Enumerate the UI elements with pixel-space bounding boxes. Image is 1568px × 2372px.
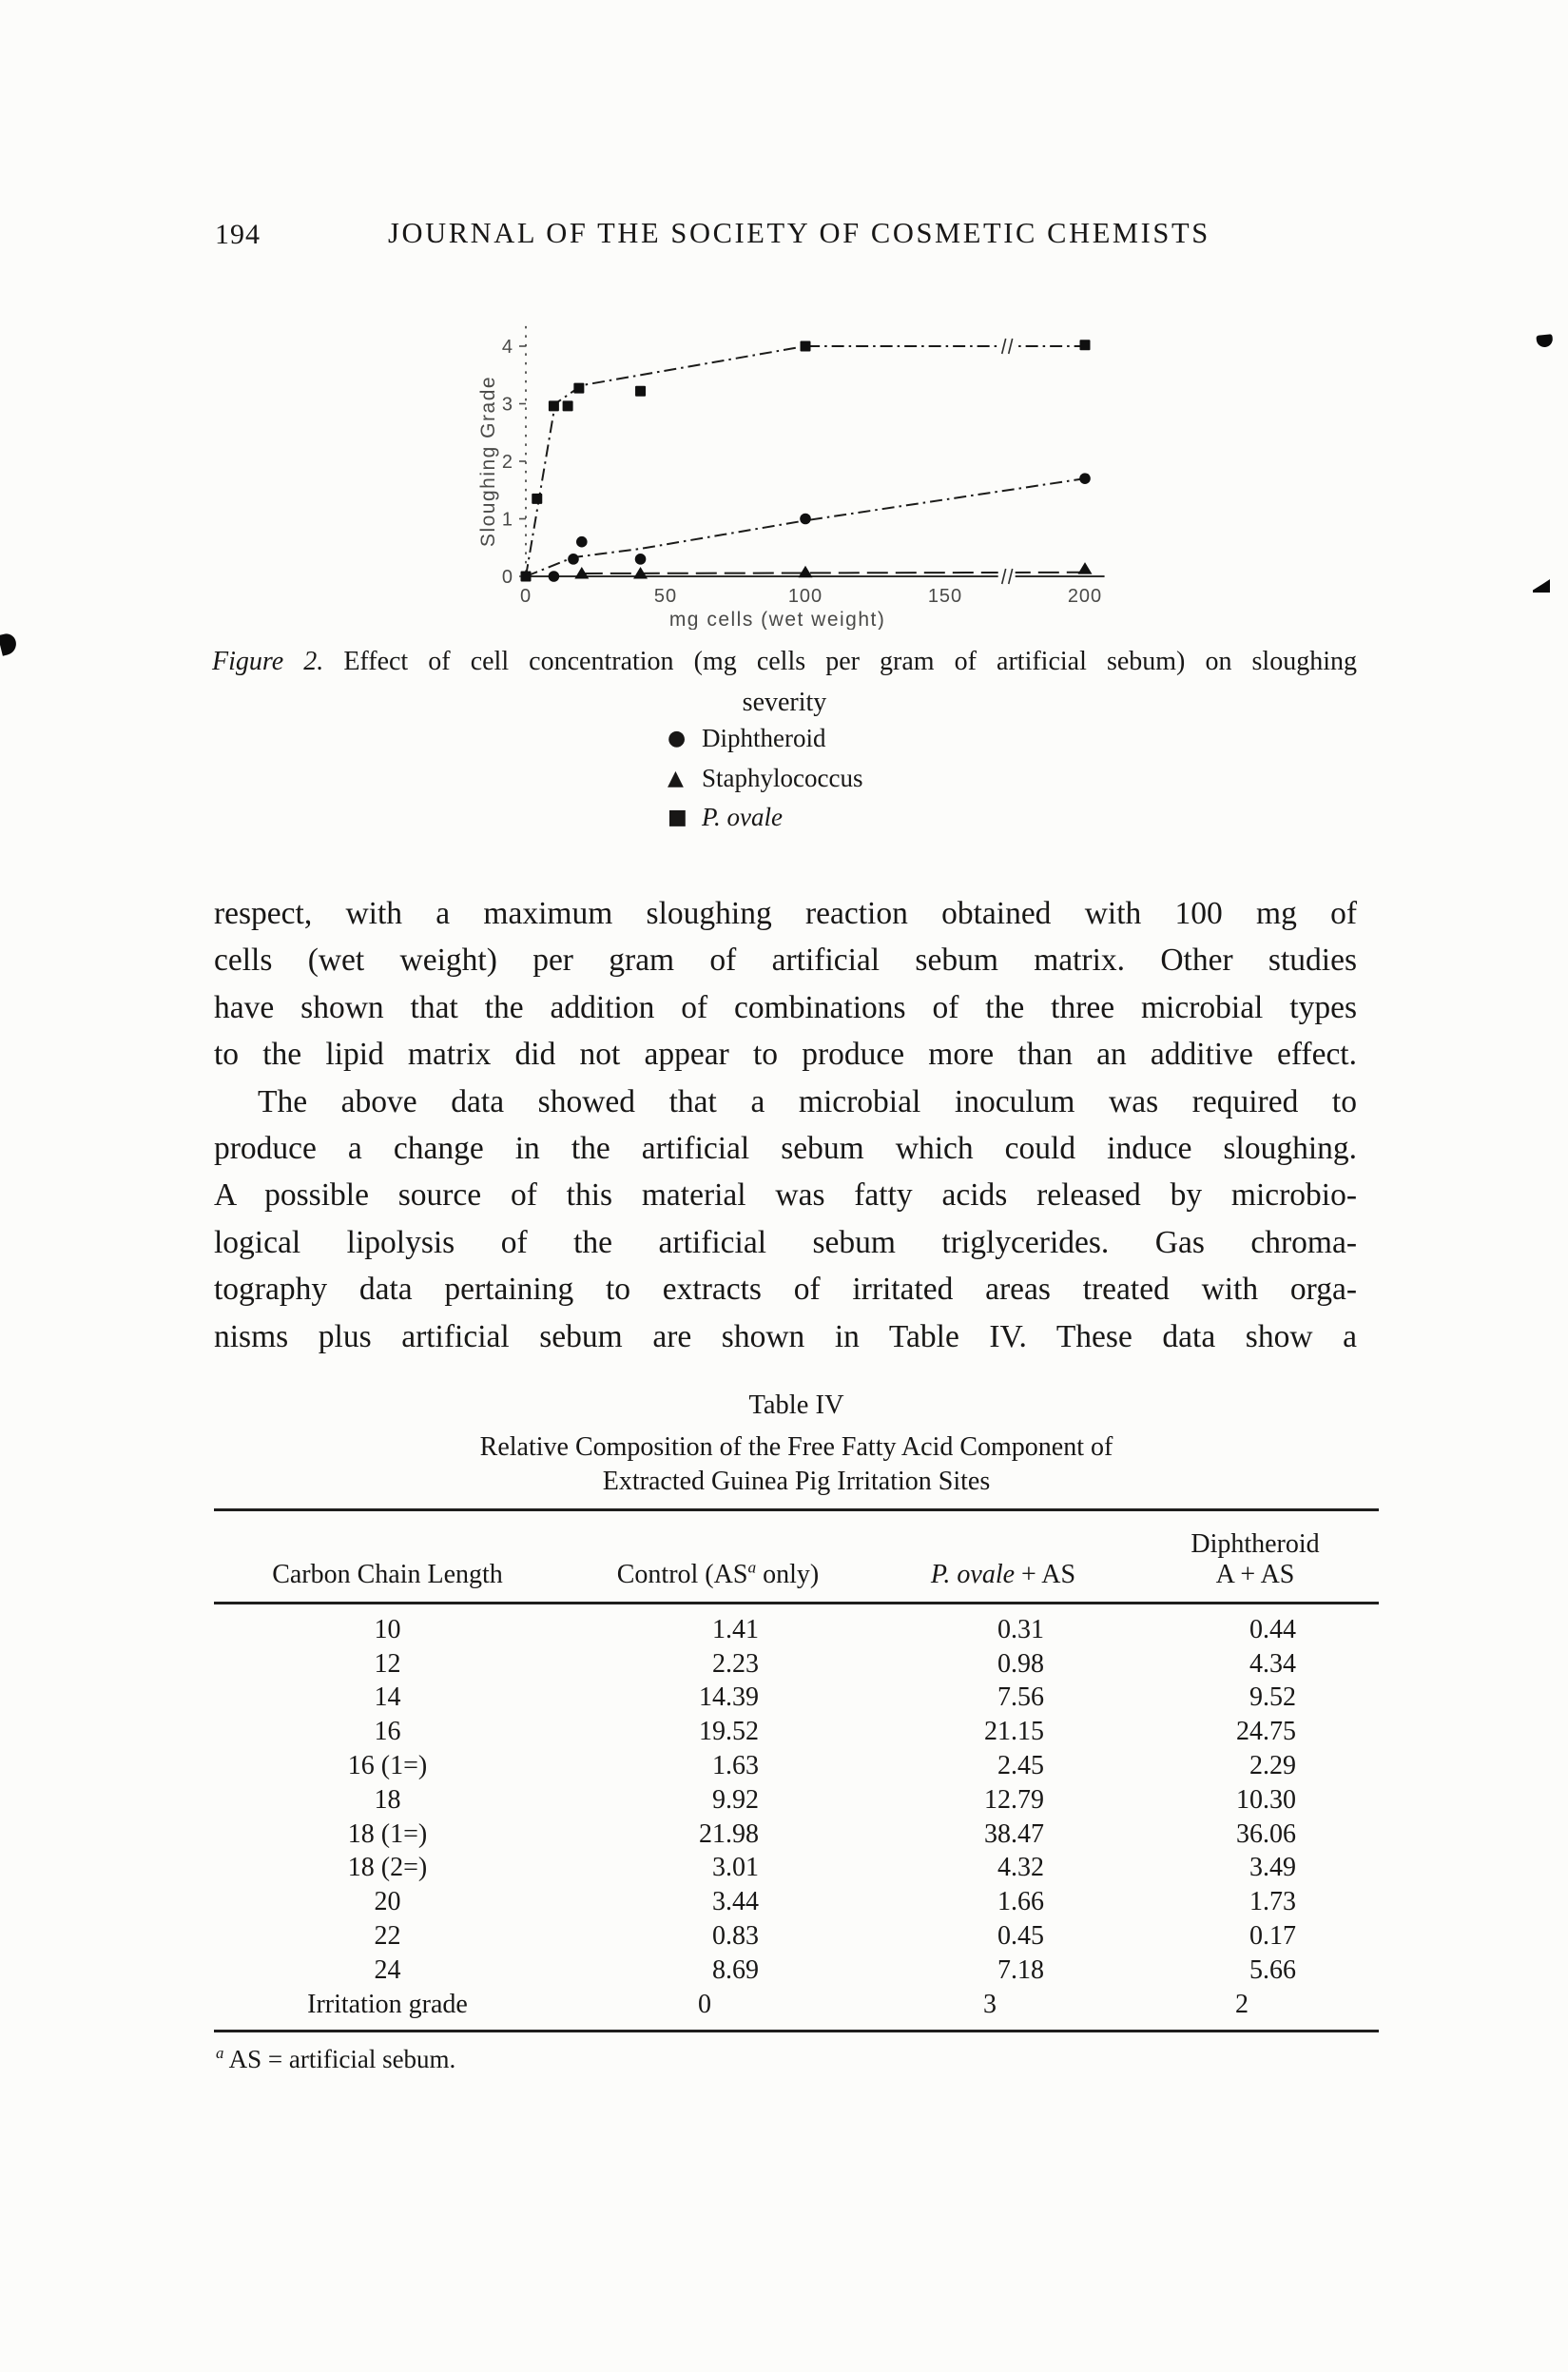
square-marker: [801, 341, 811, 352]
legend-label: Staphylococcus: [702, 763, 863, 792]
circle-marker-icon: ●: [668, 727, 687, 750]
square-marker: [573, 383, 584, 394]
square-marker: [549, 400, 559, 411]
square-marker: [563, 400, 573, 411]
circle-marker: [800, 514, 811, 525]
circle-marker: [576, 536, 588, 548]
table-row: 18 9.92 12.79 10.30: [374, 1784, 1296, 1815]
paragraph-line: cells (wet weight) per gram of artificial sebum matrix. Other studies: [214, 943, 1357, 979]
legend-item-p-ovale: [668, 799, 862, 839]
table-body: [214, 1613, 1379, 2022]
circle-marker: [568, 554, 579, 565]
paragraph-line: tography data pertaining to extracts of irritated areas treated with orga-: [214, 1272, 1357, 1308]
sloughing-grade-plot: [475, 306, 1122, 630]
y-tick-label: 1: [501, 509, 513, 531]
circle-marker: [1079, 473, 1091, 484]
table-row-irritation-grade: Irritation grade 0 3 2: [307, 1989, 1249, 2019]
x-axis-title: mg cells (wet weight): [668, 609, 886, 630]
y-tick-label: 4: [501, 337, 513, 358]
y-axis-title: Sloughing Grade: [477, 375, 499, 548]
caption-line-2: severity: [742, 688, 827, 717]
column-header-carbon-chain: Carbon Chain Length: [272, 1560, 503, 1589]
table-row: 18 (2=) 3.01 4.32 3.49: [347, 1853, 1296, 1883]
y-tick-label: 0: [501, 567, 513, 588]
figure-legend: [668, 720, 862, 839]
paragraph-line: The above data showed that a microbial inoculum was required to: [258, 1083, 1357, 1119]
square-marker: [1080, 340, 1091, 350]
body-text: [214, 890, 1357, 1360]
table-subtitle-2: Extracted Guinea Pig Irritation Sites: [602, 1467, 991, 1496]
circle-marker: [549, 571, 560, 582]
axis-break-gap: [998, 339, 1016, 354]
table-row: 20 3.44 1.66 1.73: [374, 1887, 1296, 1917]
paragraph-line: respect, with a maximum sloughing reaction obtained with 100 mg of: [214, 896, 1357, 931]
legend-label: P. ovale: [702, 803, 783, 831]
column-header-control: Control ($AS^a$ only): [616, 1558, 820, 1589]
series-line-circle: [526, 478, 1085, 576]
square-marker: [521, 572, 532, 582]
x-tick-label: 0: [519, 586, 532, 607]
caption-text: Effect of cell concentration (mg cells per gram of artificial sebum) on sloughing: [343, 647, 1357, 676]
table-row: 24 8.69 7.18 5.66: [374, 1954, 1296, 1985]
column-header-p-ovale: P. ovale + AS: [930, 1560, 1076, 1589]
table-footnote: $^a$ AS = artificial sebum.: [216, 2044, 456, 2073]
table-row: 12 2.23 0.98 4.34: [374, 1648, 1296, 1679]
square-marker: [532, 494, 542, 504]
triangle-marker: [1078, 562, 1093, 574]
paragraph-line: produce a change in the artificial sebum which could induce sloughing.: [214, 1131, 1357, 1167]
legend-item-diphtheroid: [668, 720, 862, 760]
table-row: 16 19.52 21.15 24.75: [374, 1717, 1296, 1747]
legend-label: Diphtheroid: [702, 724, 826, 752]
table-rule-mid: [214, 1602, 1379, 1604]
x-tick-label: 50: [653, 586, 678, 607]
journal-title: JOURNAL OF THE SOCIETY OF COSMETIC CHEMISTS: [388, 217, 1210, 249]
table-rule-bottom: [214, 2030, 1379, 2032]
paragraph-line: to the lipid matrix did not appear to produce more than an additive effect.: [214, 1037, 1357, 1073]
scan-artifact-right-margin-1: [1536, 334, 1553, 348]
figure-caption: [212, 641, 1357, 723]
circle-marker: [635, 554, 647, 565]
table-subtitle-1: Relative Composition of the Free Fatty Acid Component of: [479, 1432, 1113, 1462]
triangle-marker: [799, 566, 813, 578]
table-rule-top: [214, 1508, 1379, 1511]
caption-figure-label: Figure 2.: [212, 647, 324, 676]
column-header-diphtheroid: Diphtheroid A + AS: [1191, 1529, 1320, 1589]
legend-item-staphylococcus: [668, 760, 862, 800]
y-tick-label: 2: [501, 452, 513, 473]
square-marker: [635, 386, 646, 397]
paragraph-line: logical lipolysis of the artificial sebum triglycerides. Gas chroma-: [214, 1224, 1357, 1260]
paragraph-line: have shown that the addition of combinations of the three microbial types: [214, 989, 1357, 1025]
table-title: Table IV: [748, 1390, 844, 1420]
table-row: 18 (1=) 21.98 38.47 36.06: [347, 1818, 1296, 1849]
x-tick-label: 150: [927, 586, 963, 607]
paragraph-line: nisms plus artificial sebum are shown in Table IV. These data show a: [214, 1318, 1357, 1354]
square-marker-icon: ■: [668, 806, 687, 829]
x-tick-label: 200: [1067, 586, 1103, 607]
table-row: 16 (1=) 1.63 2.45 2.29: [347, 1751, 1296, 1781]
paragraph-line: A possible source of this material was fatty acids released by microbio-: [214, 1177, 1357, 1214]
y-tick-label: 3: [501, 394, 513, 416]
table-row: 14 14.39 7.56 9.52: [374, 1682, 1296, 1713]
caption-line-1: [212, 641, 1357, 682]
table-row: 10 1.41 0.31 0.44: [374, 1614, 1296, 1644]
x-tick-label: 100: [787, 586, 823, 607]
axis-break-gap: [998, 569, 1016, 584]
page-number: 194: [215, 219, 261, 250]
scan-artifact-right-margin-2: [1533, 579, 1550, 593]
table-header-row: [214, 1516, 1379, 1596]
series-line-square: [526, 346, 1085, 576]
triangle-marker-icon: ▲: [668, 766, 684, 790]
scan-artifact-left-margin: [0, 632, 18, 655]
table-row: 22 0.83 0.45 0.17: [374, 1921, 1296, 1952]
figure-2-chart: [475, 306, 1122, 630]
